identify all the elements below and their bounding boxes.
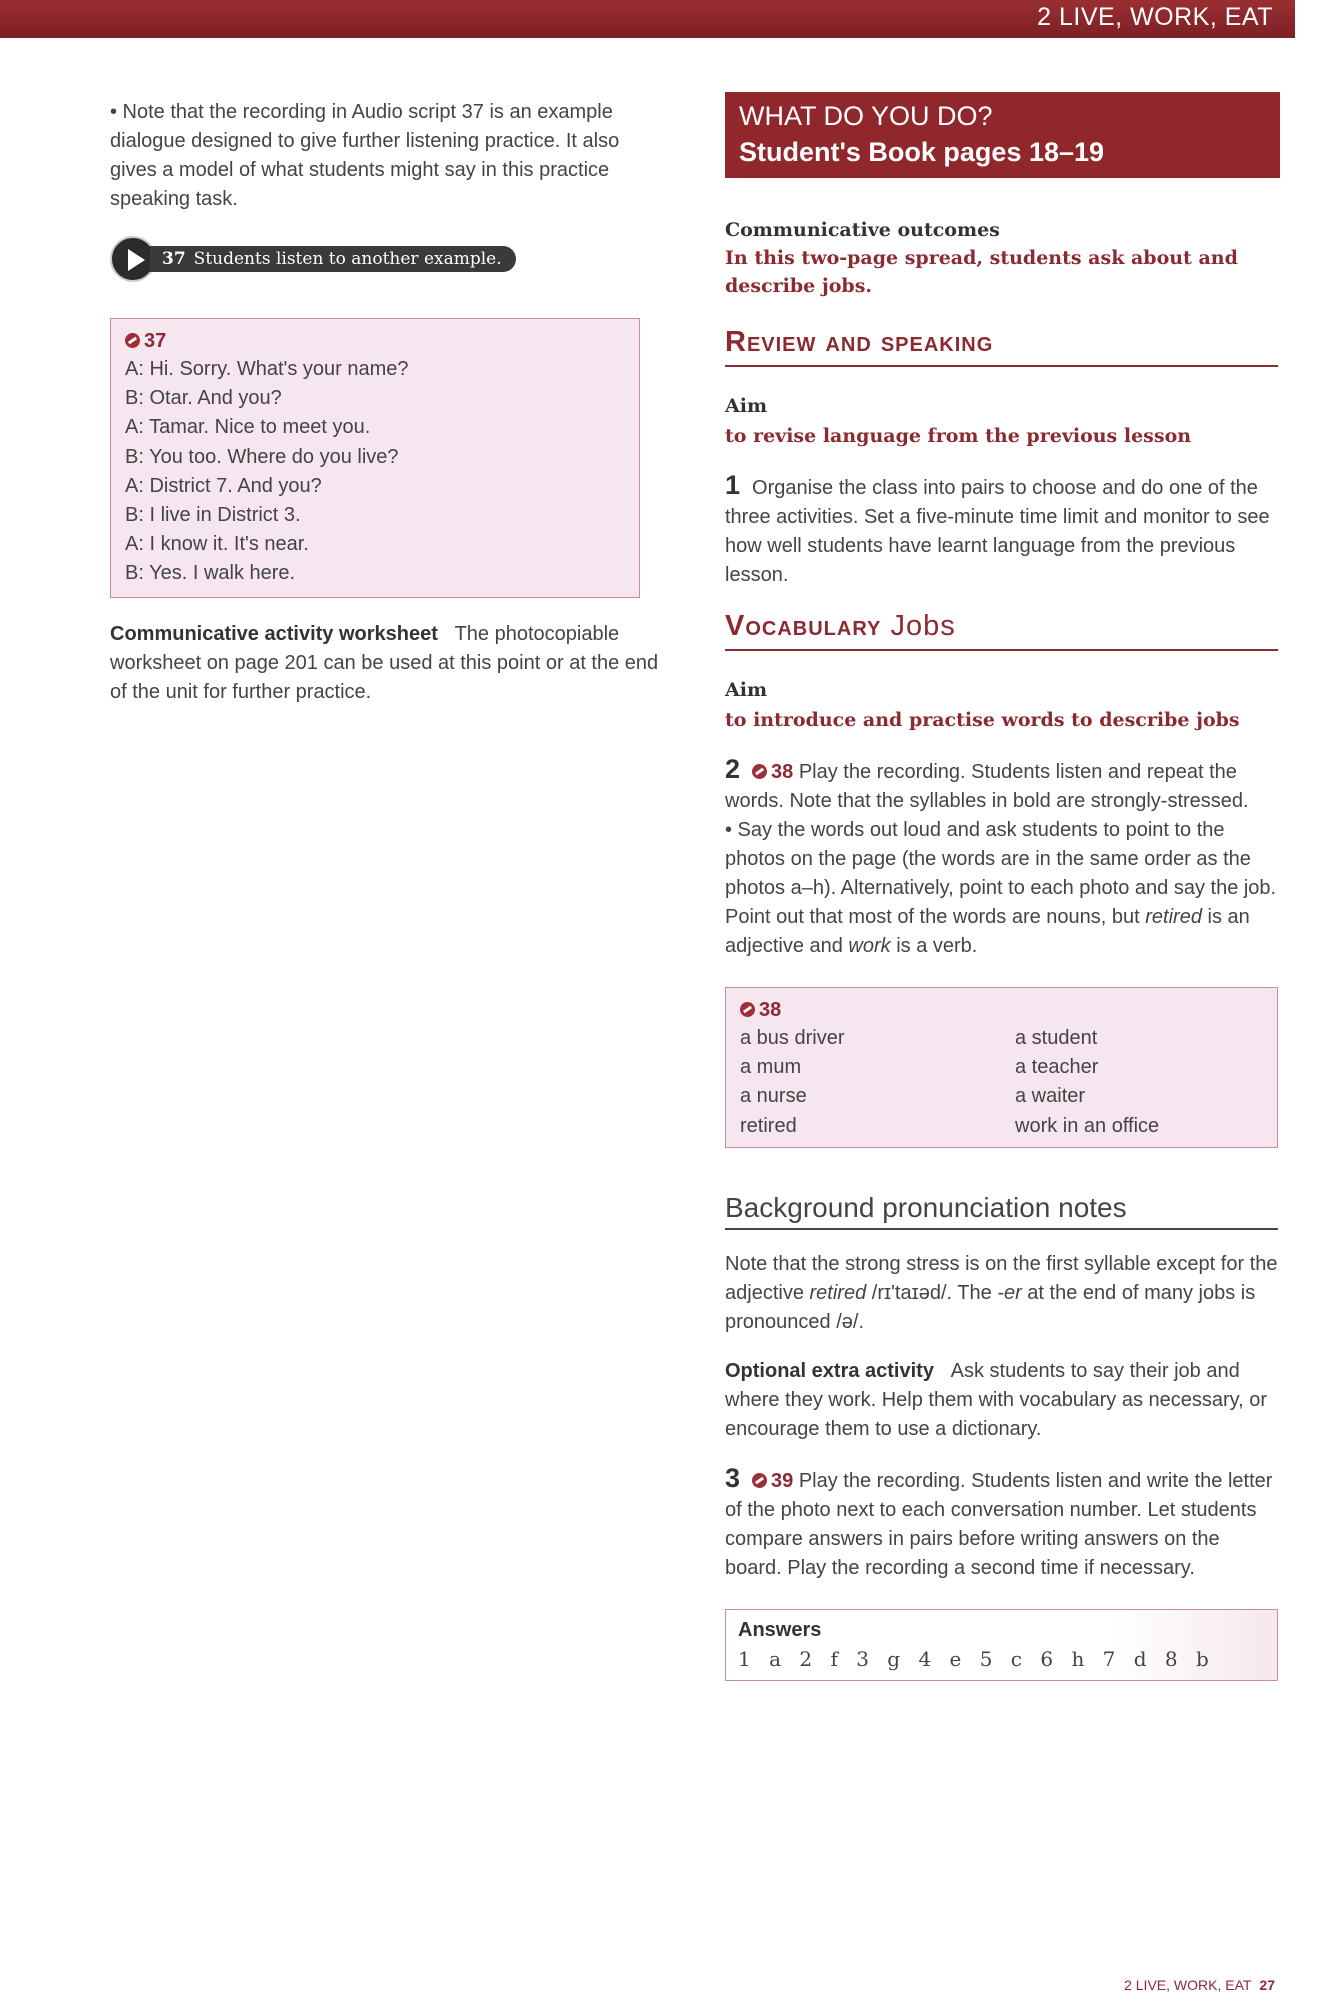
track-number: 38	[771, 761, 794, 783]
listen-track-number: 37	[162, 249, 186, 269]
vocab-aim-label: Aim	[725, 679, 768, 701]
unit-title: 2 LIVE, WORK, EAT	[1037, 3, 1273, 31]
review-speaking-heading	[725, 326, 1278, 367]
audio-script-number: 38	[759, 999, 782, 1021]
pronunciation-text: /rɪ'taɪəd/. The	[866, 1281, 998, 1304]
review-aim-text: to revise language from the previous lesson	[725, 425, 1192, 447]
track-number: 39	[771, 1469, 794, 1492]
pronunciation-text: Note that the strong stress is on the first syllable except for the adjective	[725, 1252, 1278, 1304]
worksheet-label: Communicative activity worksheet	[110, 622, 438, 645]
dialogue-line: A: District 7. And you?	[125, 474, 322, 497]
audio-disc-icon	[740, 1002, 755, 1017]
dialogue-line: A: Hi. Sorry. What's your name?	[125, 358, 409, 380]
pronunciation-emphasis: -er	[997, 1281, 1022, 1304]
step-number: 3	[725, 1462, 741, 1493]
audio-disc-icon	[125, 333, 140, 348]
step-2-bullet	[725, 816, 1278, 961]
footer-unit: 2 LIVE, WORK, EAT	[1124, 1977, 1252, 1993]
job-word: a teacher	[1015, 1056, 1099, 1079]
step-number: 1	[725, 470, 741, 500]
step-1-text: Organise the class into pairs to choose and do one of the three activities. Set a five-minute time limit and monitor to see how well students have learnt language from the previous lesson.	[725, 477, 1270, 586]
job-word: a bus driver	[740, 1027, 845, 1049]
optional-activity-label: Optional extra activity	[725, 1359, 934, 1382]
page-footer	[1124, 1977, 1275, 1993]
vocab-aim-text: to introduce and practise words to describe jobs	[725, 709, 1240, 731]
dialogue-line: B: Otar. And you?	[125, 387, 282, 410]
audio-disc-icon	[752, 764, 767, 779]
job-word: a waiter	[1015, 1085, 1086, 1108]
review-heading-text: Review and speaking	[725, 326, 994, 358]
job-word: work in an office	[1015, 1114, 1160, 1137]
right-column	[725, 92, 1278, 1681]
pronunciation-heading: Background pronunciation notes	[725, 1192, 1278, 1230]
step-2-paragraph	[725, 755, 1278, 816]
bullet-emphasis: retired	[1145, 906, 1202, 928]
job-word: retired	[740, 1114, 797, 1137]
bullet-text: • Say the words out loud and ask students to point to the photos on the page (the words are in the same order as the photos a–h). Alternatively, point to each photo and say the job. Point out that most of the words are nouns, but	[725, 819, 1277, 928]
listen-banner-bar	[150, 246, 516, 272]
vocabulary-heading	[725, 610, 1278, 651]
step-1-paragraph	[725, 471, 1278, 590]
answers-box	[725, 1609, 1278, 1681]
dialogue-line: B: Yes. I walk here.	[125, 562, 296, 585]
step-3-text: Play the recording. Students listen and write the letter of the photo next to each conversation number. Let students compare answers in pairs before writing answers on the board. Play the recording a second time if necessary.	[725, 1469, 1273, 1579]
audio-script-number: 37	[144, 330, 167, 352]
listen-example-banner	[110, 236, 530, 282]
listen-banner-text: Students listen to another example.	[193, 249, 502, 269]
page-number: 27	[1259, 1977, 1275, 1993]
dialogue-line: A: Tamar. Nice to meet you.	[125, 416, 371, 439]
vocabulary-heading-text: Vocabulary	[725, 610, 882, 642]
job-word: a mum	[740, 1056, 802, 1079]
lesson-pages: Student's Book pages 18–19	[739, 137, 1105, 167]
worksheet-paragraph	[110, 620, 670, 707]
audio-script-37-box	[110, 318, 640, 598]
pronunciation-text: at the end of many jobs is pronounced /ə/.	[725, 1281, 1256, 1333]
optional-activity-text: Ask students to say their job and where they work. Help them with vocabulary as necessary, or encourage them to use a dictionary.	[725, 1359, 1268, 1440]
left-column	[110, 98, 670, 707]
audio-script-38-box	[725, 987, 1278, 1148]
dialogue-line: A: I know it. It's near.	[125, 533, 309, 556]
worksheet-text: The photocopiable worksheet on page 201 can be used at this point or at the end of the unit for further practice.	[110, 622, 659, 703]
job-word: a nurse	[740, 1085, 807, 1108]
dialogue-line: B: You too. Where do you live?	[125, 445, 399, 468]
bullet-text: is an adjective and	[725, 906, 1250, 957]
job-word-grid	[740, 1024, 1263, 1141]
step-3-paragraph	[725, 1464, 1278, 1583]
review-aim-label: Aim	[725, 395, 768, 417]
pronunciation-paragraph	[725, 1250, 1278, 1337]
outcomes-label: Communicative outcomes	[725, 219, 1000, 241]
optional-activity-paragraph	[725, 1357, 1278, 1444]
vocabulary-topic: Jobs	[890, 610, 956, 642]
lesson-title-box	[725, 92, 1280, 178]
answers-values: 1 a 2 f 3 g 4 e 5 c 6 h 7 d 8 b	[738, 1646, 1212, 1671]
answers-label: Answers	[738, 1618, 822, 1641]
bullet-text: is a verb.	[890, 935, 978, 957]
audio-script-heading	[125, 327, 625, 355]
dialogue-line: B: I live in District 3.	[125, 504, 301, 527]
recording-note: • Note that the recording in Audio script 37 is an example dialogue designed to give further listening practice. It also gives a model of what students might say in this practice speaking task.	[110, 101, 620, 210]
step-number: 2	[725, 754, 741, 784]
step-2-text: Play the recording. Students listen and repeat the words. Note that the syllables in bold are strongly-stressed.	[725, 761, 1249, 812]
unit-header-bar	[0, 0, 1295, 38]
lesson-title: WHAT DO YOU DO?	[739, 101, 993, 131]
outcomes-text: In this two-page spread, students ask about and describe jobs.	[725, 247, 1238, 297]
pronunciation-emphasis: retired	[809, 1281, 867, 1304]
job-word: a student	[1015, 1027, 1098, 1049]
bullet-emphasis: work	[848, 935, 891, 957]
audio-disc-icon	[752, 1473, 767, 1488]
audio-script-heading	[740, 996, 1263, 1024]
